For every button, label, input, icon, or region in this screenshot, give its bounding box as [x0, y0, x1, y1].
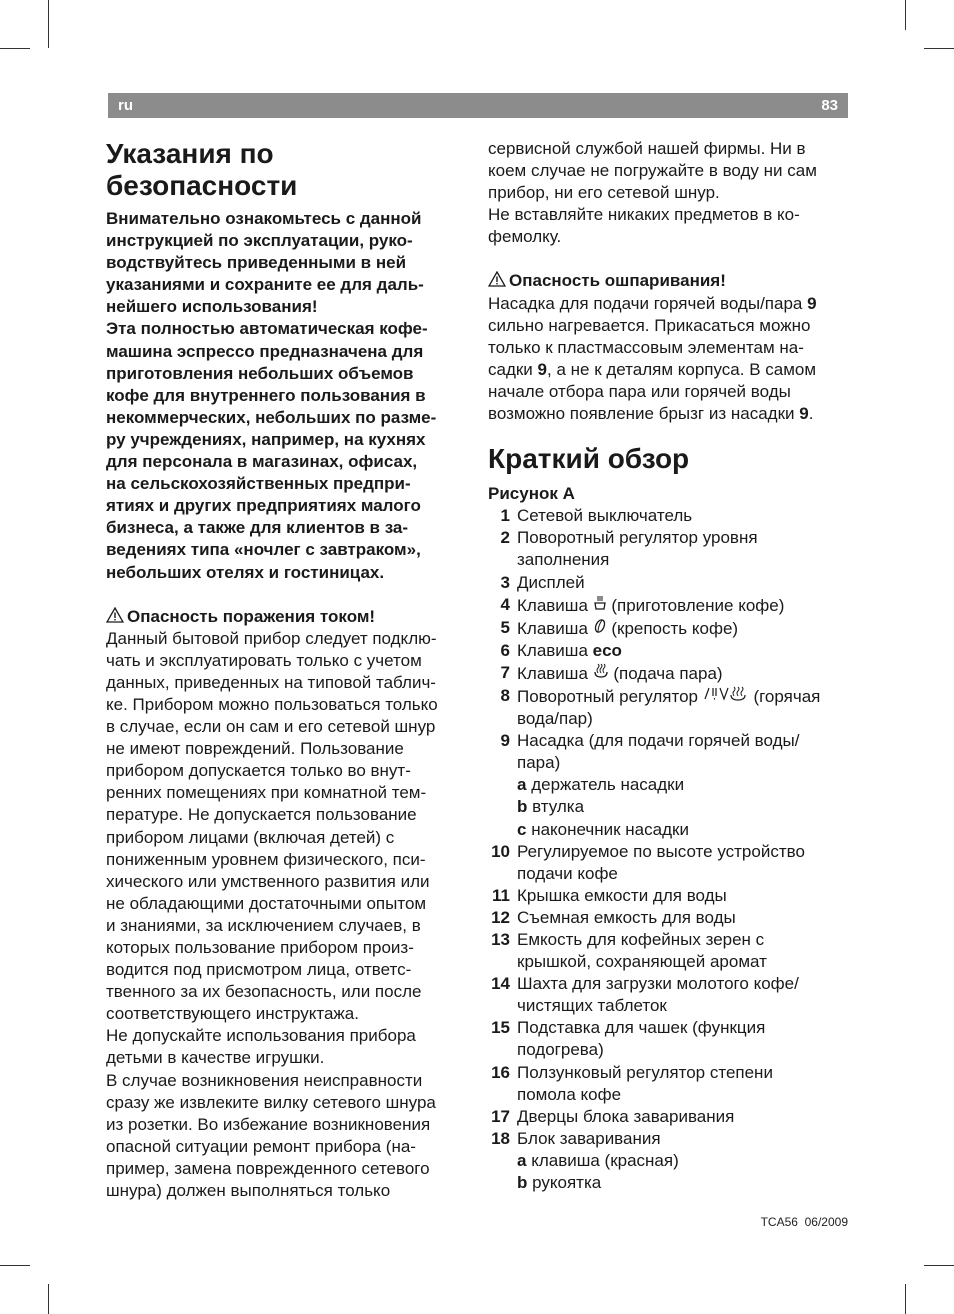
continuation-text — [488, 138, 850, 248]
list-item: 11 Крышка емкости для воды — [492, 885, 727, 905]
text-line: Не допускайте использования прибора — [106, 1026, 416, 1046]
text-line: Данный бытовой прибор следует подклю- — [106, 628, 437, 648]
text-line: сразу же извлеките вилку сетевого шнура — [106, 1092, 436, 1112]
text-line: в случае, если он сам и его сетевой шнур — [106, 717, 436, 737]
scald-warning-heading — [488, 270, 850, 292]
text-line: водится под присмотром лица, ответс- — [106, 960, 412, 980]
list-item: 10 Регулируемое по высоте устройство подачи кофе — [491, 841, 805, 883]
title-line: безопасности — [106, 170, 298, 201]
text-line: прибором лицами (включая детей) с — [106, 827, 395, 847]
intro-line: кофе для внутреннего пользования в — [106, 385, 426, 405]
text-line: пониженным уровнем физического, пси- — [106, 849, 426, 869]
text-line: опасной ситуации ремонт прибора (на- — [106, 1136, 416, 1156]
intro-line: на сельскохозяйственных предпри- — [106, 474, 411, 494]
text-line: шнура) должен выполняться только — [106, 1181, 391, 1201]
figure-label: Рисунок А — [488, 484, 575, 504]
parts-list — [488, 505, 850, 1194]
intro-line: инструкцией по эксплуатации, руко- — [106, 231, 413, 251]
sub-item: c наконечник насадки — [517, 819, 689, 839]
intro-line: нейшего использования! — [106, 297, 318, 317]
text-line: ренних помещениях при комнатной тем- — [106, 783, 427, 803]
scald-warning-text — [488, 293, 850, 426]
crop-mark — [924, 1265, 954, 1266]
list-item: 3 Дисплей — [500, 572, 585, 592]
crop-mark — [905, 1284, 906, 1314]
sub-item: a держатель насадки — [517, 775, 685, 795]
text-line: данных, приведенных на типовой таблич- — [106, 672, 436, 692]
coffee-bean-icon — [593, 617, 607, 634]
intro-line: машина эспрессо предназначена для — [106, 341, 424, 361]
safety-title — [106, 138, 468, 202]
text-line: детьми в качестве игрушки. — [106, 1048, 325, 1068]
sub-item: b втулка — [517, 797, 585, 817]
language-label: ru — [118, 97, 133, 114]
shock-warning-title: Опасность поражения током! — [127, 606, 376, 626]
list-item: 12 Съемная емкость для воды — [491, 907, 736, 927]
text-line: коем случае не погружайте в воду ни сам — [488, 161, 817, 181]
text-line: пературе. Не допускается пользование — [106, 805, 417, 825]
footer — [761, 1215, 848, 1229]
scald-warning-title: Опасность ошпаривания! — [509, 271, 726, 291]
intro-line: ру учреждениях, например, на кухнях — [106, 429, 426, 449]
list-item: 7 Клавиша (подача пара) — [500, 662, 723, 683]
text-line: Не вставляйте никаких предметов в ко- — [488, 205, 800, 225]
left-column — [106, 138, 468, 1202]
crop-mark — [48, 0, 49, 48]
coffee-cup-icon — [593, 594, 607, 611]
text-line: хического или умственного развития или — [106, 871, 430, 891]
sub-item: a клавиша (красная) — [517, 1150, 679, 1170]
text-line: В случае возникновения неисправности — [106, 1070, 423, 1090]
text-line: ке. Прибором можно пользоваться только — [106, 694, 438, 714]
hot-water-steam-icon — [703, 685, 749, 702]
intro-line: приготовления небольших объемов — [106, 363, 414, 383]
crop-mark — [0, 1265, 30, 1266]
list-item: 2 Поворотный регулятор уровня заполнения — [500, 528, 758, 570]
model-code: TCA56 — [760, 1215, 798, 1229]
intro-line: небольших отелях и гостиницах. — [106, 562, 385, 582]
intro-line: некоммерческих, небольших по разме- — [106, 407, 437, 427]
warning-triangle-icon — [488, 271, 506, 287]
list-item: 16 Ползунковый регулятор степени помола кофе — [491, 1062, 773, 1104]
text-line: только к пластмассовым элементам на- — [488, 337, 804, 357]
overview-title: Краткий обзор — [488, 443, 690, 475]
sub-item: b рукоятка — [517, 1173, 602, 1193]
list-item: 14 Шахта для загрузки молотого кофе/ чистящих таблеток — [491, 974, 799, 1016]
crop-mark — [905, 0, 906, 30]
page-number: 83 — [821, 97, 838, 114]
intro-line: Внимательно ознакомьтесь с данной — [106, 209, 422, 228]
text-line: твенного за их безопасность, или после — [106, 982, 422, 1002]
text-line: прибор, ни его сетевой шнур. — [488, 183, 720, 203]
list-item: 5 Клавиша (крепость кофе) — [500, 617, 739, 638]
warning-triangle-icon — [106, 607, 124, 623]
list-item: 13 Емкость для кофейных зерен с крышкой, сохраняющей аромат — [491, 930, 767, 972]
header-bar — [108, 93, 848, 118]
list-item: 4 Клавиша (приготовление кофе) — [500, 594, 785, 615]
steam-icon — [593, 662, 609, 679]
text-line: чать и эксплуатировать только с учетом — [106, 650, 422, 670]
crop-mark — [924, 48, 954, 49]
crop-mark — [48, 1284, 49, 1314]
text-line: возможно появление брызг из насадки 9. — [488, 404, 814, 424]
list-item: 17 Дверцы блока заваривания — [491, 1106, 735, 1126]
list-item: 15 Подставка для чашек (функция подогрева) — [491, 1018, 766, 1060]
text-line: прибором допускается только во внут- — [106, 761, 411, 781]
list-item: 18 Блок заваривания — [491, 1128, 661, 1148]
text-line: из розетки. Во избежание возникновения — [106, 1114, 431, 1134]
shock-warning-text — [106, 628, 468, 1202]
text-line: садки 9, а не к деталям корпуса. В самом — [488, 359, 817, 379]
text-line: не обладающими достаточными опытом — [106, 893, 427, 913]
text-line: начале отбора пара или горячей воды — [488, 381, 791, 401]
crop-mark — [0, 48, 30, 49]
list-item: 8 Поворотный регулятор (горячая вода/пар) — [500, 685, 821, 729]
right-column — [488, 138, 850, 1194]
intro-line: Эта полностью автоматическая кофе- — [106, 319, 428, 339]
print-date: 06/2009 — [804, 1215, 848, 1229]
list-item: 1 Сетевой выключатель — [500, 506, 693, 526]
shock-warning-heading — [106, 606, 468, 628]
text-line: не имеют повреждений. Пользование — [106, 739, 404, 759]
intro-line: бизнеса, а также для клиентов в за- — [106, 518, 409, 538]
text-line: пример, замена поврежденного сетевого — [106, 1158, 430, 1178]
list-item: 6 Клавиша eco — [500, 640, 622, 660]
intro-line: водствуйтесь приведенными в ней — [106, 253, 407, 273]
intro-paragraph — [106, 208, 468, 584]
list-item: 9 Насадка (для подачи горячей воды/ пара) — [500, 731, 800, 773]
text-line: и знаниями, за исключением случаев, в — [106, 915, 421, 935]
text-line: фемолку. — [488, 227, 562, 247]
text-line: сервисной службой нашей фирмы. Ни в — [488, 139, 806, 158]
intro-line: ятиях и других предприятиях малого — [106, 496, 421, 516]
text-line: соответствующего инструктажа. — [106, 1004, 359, 1024]
intro-line: ведениях типа «ночлег с завтраком», — [106, 540, 421, 560]
title-line: Указания по — [106, 138, 274, 169]
text-line: Насадка для подачи горячей воды/пара 9 — [488, 293, 817, 313]
intro-line: указаниями и сохраните ее для даль- — [106, 275, 424, 295]
text-line: сильно нагревается. Прикасаться можно — [488, 315, 811, 335]
intro-line: для персонала в магазинах, офисах, — [106, 452, 418, 472]
text-line: которых пользование прибором произ- — [106, 938, 414, 957]
